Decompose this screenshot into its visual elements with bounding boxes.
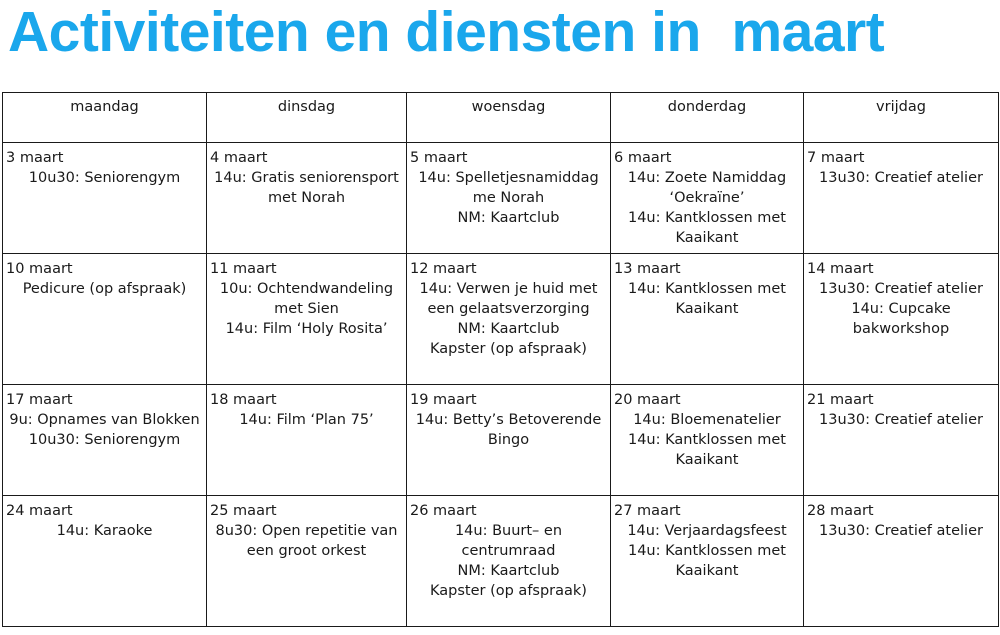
event-line: 14u: Kantklossen met [627,543,786,559]
event-line: 8u30: Open repetitie van [215,523,398,539]
event-line: 13u30: Creatief atelier [819,170,983,186]
day-events [207,279,406,339]
day-cell [804,385,999,496]
day-events [3,168,206,188]
day-events [3,410,206,450]
event-line: 14u: Gratis seniorensport [214,170,399,186]
event-line: Kapster (op afspraak) [430,341,587,357]
event-line: met Norah [267,190,346,206]
day-date: 11 maart [210,261,277,277]
day-cell [3,385,207,496]
day-cell [207,143,407,254]
event-line: NM: Kaartclub [457,210,560,226]
event-line: 14u: Film ‘Holy Rosita’ [225,321,388,337]
event-line: bakworkshop [852,321,950,337]
event-line: een gelaatsverzorging [427,301,590,317]
day-cell [407,385,611,496]
day-date: 13 maart [614,261,681,277]
day-date: 21 maart [807,392,874,408]
day-events [3,279,206,299]
day-cell [611,254,804,385]
weekday-header: woensdag [407,93,611,143]
day-events [611,168,803,248]
day-events [207,521,406,561]
day-events [804,410,998,430]
event-line: Kapster (op afspraak) [430,583,587,599]
event-line: 14u: Karaoke [56,523,153,539]
event-line: 13u30: Creatief atelier [819,523,983,539]
weekday-header: vrijdag [804,93,999,143]
day-date: 19 maart [410,392,477,408]
day-date: 20 maart [614,392,681,408]
event-line: 10u30: Seniorengym [28,170,181,186]
day-events [407,410,610,450]
day-date: 18 maart [210,392,277,408]
day-cell [804,143,999,254]
event-line: 14u: Film ‘Plan 75’ [239,412,374,428]
day-cell [207,385,407,496]
day-cell [611,143,804,254]
event-line: 14u: Verjaardagsfeest [627,523,787,539]
event-line: ‘Oekraïne’ [669,190,745,206]
day-date: 24 maart [6,503,73,519]
day-events [407,521,610,601]
event-line: 13u30: Creatief atelier [819,412,983,428]
event-line: 14u: Verwen je huid met [419,281,598,297]
day-events [611,410,803,470]
event-line: 9u: Opnames van Blokken [9,412,200,428]
day-events [611,279,803,319]
day-date: 3 maart [6,150,64,166]
event-line: Kaaikant [675,230,739,246]
day-date: 6 maart [614,150,672,166]
day-date: 26 maart [410,503,477,519]
event-line: 14u: Kantklossen met [627,210,786,226]
event-line: Kaaikant [675,452,739,468]
event-line: Kaaikant [675,301,739,317]
day-cell [407,143,611,254]
day-date: 4 maart [210,150,268,166]
day-cell [611,385,804,496]
event-line: 10u30: Seniorengym [28,432,181,448]
day-events [407,168,610,228]
day-events [407,279,610,359]
event-line: 14u: Zoete Namiddag [627,170,787,186]
event-line: NM: Kaartclub [457,321,560,337]
day-cell [3,496,207,627]
event-line: 14u: Betty’s Betoverende [415,412,602,428]
day-cell [407,496,611,627]
day-cell [207,496,407,627]
event-line: 14u: Buurt– en [454,523,563,539]
event-line: 14u: Bloemenatelier [633,412,781,428]
weekday-header: donderdag [611,93,804,143]
day-events [804,521,998,541]
day-date: 12 maart [410,261,477,277]
day-cell [207,254,407,385]
event-line: een groot orkest [246,543,367,559]
weekday-header-row [3,93,999,143]
event-line: 14u: Cupcake [851,301,951,317]
day-cell [611,496,804,627]
week-row [3,496,999,627]
week-row [3,254,999,385]
day-events [207,410,406,430]
event-line: Bingo [487,432,530,448]
event-line: centrumraad [461,543,556,559]
day-date: 28 maart [807,503,874,519]
event-line: NM: Kaartclub [457,563,560,579]
page-title: Activiteiten en diensten in maart [8,0,885,64]
day-events [804,279,998,339]
day-events [207,168,406,208]
event-line: 10u: Ochtendwandeling [219,281,394,297]
week-row [3,385,999,496]
day-date: 17 maart [6,392,73,408]
day-cell [407,254,611,385]
event-line: Pedicure (op afspraak) [22,281,187,297]
event-line: met Sien [274,301,339,317]
event-line: Kaaikant [675,563,739,579]
day-date: 7 maart [807,150,865,166]
week-row [3,143,999,254]
event-line: 14u: Kantklossen met [627,281,786,297]
day-cell [804,496,999,627]
day-date: 5 maart [410,150,468,166]
event-line: 14u: Spelletjesnamiddag [418,170,599,186]
day-date: 27 maart [614,503,681,519]
calendar-table [2,92,999,627]
weekday-header: maandag [3,93,207,143]
event-line: 14u: Kantklossen met [627,432,786,448]
day-events [611,521,803,581]
day-date: 14 maart [807,261,874,277]
event-line: 13u30: Creatief atelier [819,281,983,297]
day-events [804,168,998,188]
event-line: me Norah [472,190,545,206]
day-events [3,521,206,541]
day-cell [804,254,999,385]
weekday-header: dinsdag [207,93,407,143]
day-date: 25 maart [210,503,277,519]
day-date: 10 maart [6,261,73,277]
day-cell [3,254,207,385]
day-cell [3,143,207,254]
